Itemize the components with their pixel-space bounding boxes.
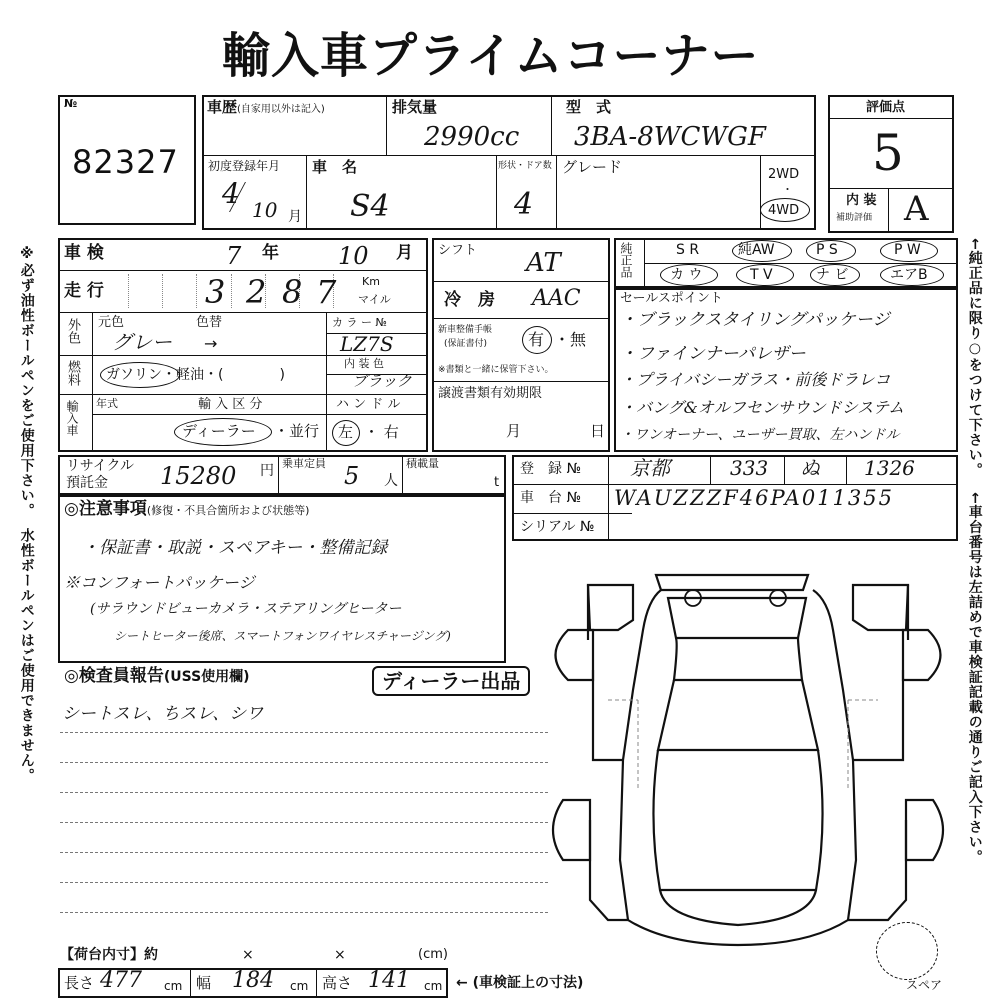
capacity-value: 5 (344, 462, 360, 490)
handle-right: ・ 右 (364, 423, 399, 441)
spare-label: スペア (906, 978, 943, 992)
length-label: 長さ (64, 974, 95, 992)
lot-label: № (64, 97, 78, 110)
side-note-oil-pen: ※必ず油性ボールペンをご使用下さい。 (18, 246, 35, 518)
inspection-year: 7 (226, 242, 242, 270)
height-unit: cm (424, 979, 443, 993)
car-name-label: 車 名 (312, 158, 358, 176)
interior-color-value: ブラック (352, 372, 412, 390)
spare-tire-circle (876, 922, 938, 980)
width-unit: cm (290, 979, 309, 993)
inspection-month-unit: 月 (396, 243, 413, 263)
registration-year: 4 (222, 177, 240, 210)
doors-label: 形状・ドア数 (498, 161, 552, 171)
recycle-label2: 預託金 (66, 475, 108, 491)
page-title: 輸入車プライムコーナー (222, 28, 760, 84)
color-code-label: カ ラ ー № (332, 316, 387, 329)
selling-points-label: セールスポイント (620, 291, 723, 306)
registration-no-number: 1326 (864, 456, 915, 480)
drive-sep: ・ (782, 183, 793, 196)
changed-color-label: 色替 (196, 315, 223, 330)
handle-left: 左 (338, 423, 354, 441)
genuine-airbag: エアB (890, 267, 928, 283)
genuine-ps: P S (816, 242, 838, 258)
selling-point-2: ・ファインナーパレザー (620, 344, 806, 364)
mileage-digit-1: 3 (205, 273, 226, 311)
model-code-label: 型 式 (566, 98, 612, 116)
notes-line-2: ※コンフォートパッケージ (64, 573, 255, 592)
manual-no: ・無 (554, 330, 587, 349)
inspector-title: ◎検査員報告(USS使用欄) (64, 666, 250, 686)
cargo-label: 【荷台内寸】約 (60, 947, 158, 963)
notes-title: ◎注意事項(修復・不具合箇所および状態等) (64, 499, 310, 519)
capacity-label: 乗車定員 (282, 457, 326, 470)
transfer-label: 譲渡書類有効期限 (438, 386, 543, 401)
chassis-no-value: WAUZZZF46PA011355 (614, 486, 895, 510)
displacement-value: 2990cc (424, 122, 520, 152)
transfer-month: 月 (506, 422, 522, 440)
genuine-sr: S R (676, 242, 700, 258)
notes-line-4: シートヒーター後席、スマートフォンワイヤレスチャージング) (114, 629, 451, 643)
score-value: 5 (872, 124, 904, 182)
registration-no-area: 京都 (630, 456, 670, 480)
lot-number: 82327 (72, 143, 179, 181)
inspection-month: 10 (338, 242, 369, 270)
inspector-line-1: シートスレ、ちスレ、シワ (62, 704, 264, 724)
interior-score-value: A (904, 189, 929, 229)
height-label: 高さ (322, 974, 353, 992)
length-unit: cm (164, 979, 183, 993)
history-label: 車歴(自家用以外は記入) (207, 98, 325, 116)
mileage-digit-4: 7 (316, 273, 337, 311)
genuine-kau: カ ウ (670, 267, 703, 283)
selling-point-1: ・ブラックスタイリングパッケージ (620, 310, 890, 330)
transfer-day: 日 (590, 422, 606, 440)
registration-no-kana: ぬ (800, 456, 820, 480)
width-label: 幅 (196, 974, 212, 992)
side-note-chassis: ←車台番号は左詰めで車検証記載の通りご記入下さい。 (966, 492, 983, 865)
manual-sub: (保証書付) (444, 339, 488, 349)
fuel-options: ガソリン・軽油・( ) (106, 367, 285, 383)
manual-yes: 有 (528, 330, 545, 349)
genuine-navi: ナ ビ (816, 267, 849, 283)
serial-no-label: シリアル № (520, 519, 595, 535)
cargo-x1: × (242, 947, 254, 963)
manual-note: ※書類と一緒に保管下さい。 (438, 365, 554, 375)
ac-value: AAC (532, 286, 581, 311)
shift-value: AT (526, 248, 561, 278)
selling-point-5: ・ワンオーナー、ユーザー買取、左ハンドル (620, 427, 900, 443)
manual-label: 新車整備手帳 (438, 325, 493, 335)
chassis-no-label: 車 台 № (520, 490, 582, 506)
orig-color-value: グレー (112, 330, 172, 354)
notes-line-1: ・保証書・取説・スペアキー・整備記録 (82, 538, 388, 558)
recycle-value: 15280 (160, 462, 237, 490)
height-value: 141 (368, 968, 410, 993)
mileage-digit-2: 2 (246, 273, 267, 311)
length-value: 477 (100, 968, 142, 993)
color-code-value: LZ7S (340, 332, 394, 356)
side-note-genuine: ←純正品に限り○をつけて下さい。 (966, 238, 983, 478)
interior-score-label: 内 装 (846, 193, 877, 208)
model-code-value: 3BA-8WCWGF (574, 122, 766, 152)
notes-line-3: (サラウンドビューカメラ・ステアリングヒーター (90, 601, 402, 617)
ac-label: 冷 房 (444, 290, 495, 310)
interior-color-label: 内 装 色 (344, 357, 384, 370)
side-note-water-pen: 水性ボールペンはご使用できません。 (18, 528, 35, 783)
registration-month-unit: 月 (288, 209, 302, 225)
registration-month: 10 (252, 198, 278, 222)
grade-label: グレード (562, 158, 623, 176)
dimensions-note: ← (車検証上の寸法) (456, 975, 584, 991)
cargo-x2: × (334, 947, 346, 963)
import-label: 輸入車 (65, 400, 79, 436)
mileage-label: 走 行 (64, 281, 104, 301)
import-parallel: ・並行 (274, 422, 320, 440)
selling-point-4: ・バング&オルフセンサウンドシステム (620, 398, 905, 417)
drive-2wd: 2WD (768, 167, 800, 182)
shift-label: シフト (438, 243, 478, 258)
mileage-unit-mile: マイル (358, 293, 391, 306)
import-dealer: ディーラー (182, 422, 256, 440)
cargo-unit: (cm) (418, 947, 448, 962)
color-arrow: → (204, 334, 218, 353)
genuine-label: 純正品 (619, 242, 633, 278)
inspection-year-unit: 年 (262, 243, 279, 263)
load-unit: t (494, 475, 500, 490)
interior-score-sub: 補助評価 (836, 213, 873, 223)
displacement-label: 排気量 (392, 98, 438, 116)
orig-color-label: 元色 (98, 315, 125, 330)
registration-no-class: 333 (730, 456, 769, 480)
width-value: 184 (232, 968, 274, 993)
mileage-unit-km: Km (362, 275, 380, 288)
doors-value: 4 (514, 187, 534, 222)
genuine-aw: 純AW (738, 242, 775, 258)
inspection-label: 車 検 (64, 243, 104, 263)
handle-label: ハ ン ド ル (336, 397, 401, 412)
mileage-digit-3: 8 (282, 273, 303, 311)
car-name-value: S4 (350, 189, 390, 224)
capacity-unit: 人 (384, 473, 398, 489)
import-year-label: 年式 (96, 397, 118, 410)
genuine-tv: T V (750, 267, 773, 283)
mileage-digit-boxes (128, 273, 337, 311)
car-diagram (548, 560, 948, 960)
score-label: 評価点 (866, 100, 906, 115)
drive-4wd: 4WD (768, 203, 800, 218)
dealer-stamp: ディーラー出品 (372, 666, 530, 696)
recycle-label: リサイクル (66, 458, 135, 474)
fuel-label: 燃料 (65, 360, 80, 386)
registration-label: 初度登録年月 (208, 159, 281, 173)
import-type-label: 輸 入 区 分 (198, 397, 263, 412)
recycle-unit: 円 (260, 463, 274, 479)
selling-point-3: ・プライバシーガラス・前後ドラレコ (620, 370, 891, 389)
registration-no-label: 登 録 № (520, 461, 582, 477)
genuine-pw: P W (894, 242, 921, 258)
load-label: 積載量 (406, 457, 439, 470)
outer-color-label: 外色 (65, 318, 80, 344)
